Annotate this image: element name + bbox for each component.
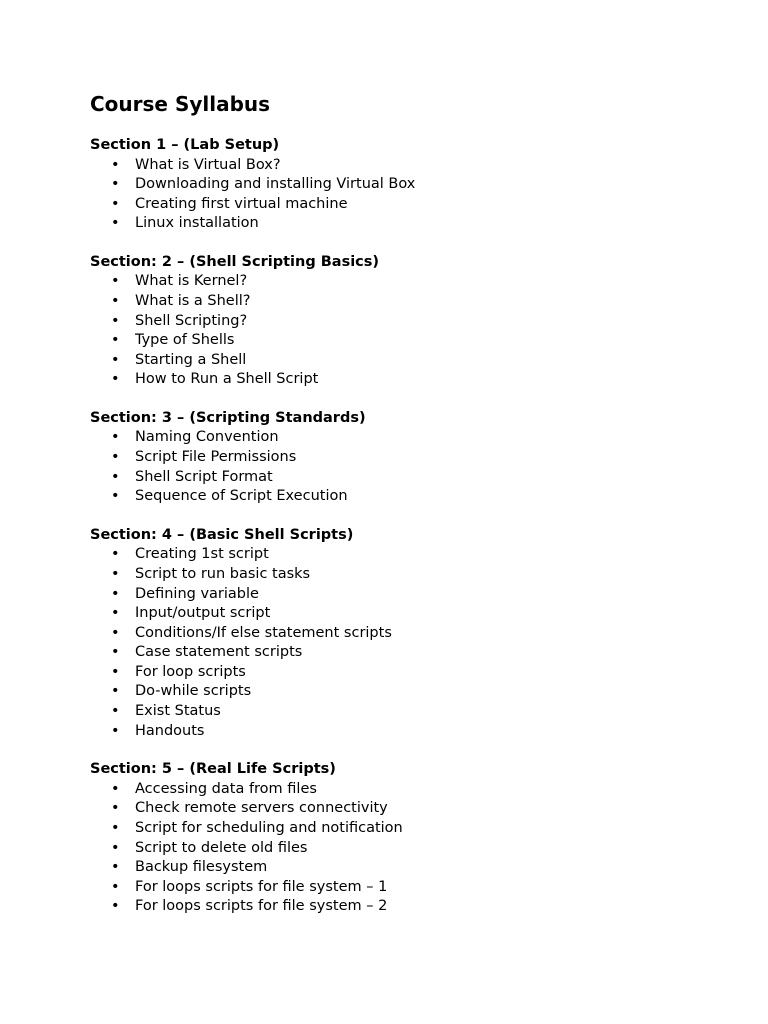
section-heading: Section: 2 – (Shell Scripting Basics) — [90, 253, 380, 270]
list-item-text: Conditions/If else statement scripts — [135, 624, 392, 641]
bullet-icon: • — [111, 292, 120, 309]
list-item-text: Script File Permissions — [135, 449, 297, 466]
bullet-icon: • — [111, 722, 120, 739]
list-item-text: How to Run a Shell Script — [135, 371, 319, 388]
bullet-icon: • — [111, 546, 120, 563]
list-item-text: What is a Shell? — [135, 292, 251, 309]
list-item — [90, 468, 730, 488]
list-item-text: Linux installation — [135, 215, 259, 232]
section-2 — [90, 253, 730, 390]
bullet-icon: • — [111, 429, 120, 446]
bullet-icon: • — [111, 565, 120, 582]
list-item-text: Defining variable — [135, 585, 259, 602]
section-item-list — [90, 428, 730, 506]
bullet-icon: • — [111, 800, 120, 817]
list-item — [90, 702, 730, 722]
list-item-text: Type of Shells — [135, 332, 235, 349]
bullet-icon: • — [111, 449, 120, 466]
list-item — [90, 428, 730, 448]
bullet-icon: • — [111, 351, 120, 368]
list-item — [90, 292, 730, 312]
list-item — [90, 799, 730, 819]
bullet-icon: • — [111, 624, 120, 641]
list-item-text: Exist Status — [135, 703, 221, 720]
list-item-text: For loops scripts for file system – 2 — [135, 898, 388, 915]
list-item-text: Sequence of Script Execution — [135, 488, 348, 505]
list-item — [90, 878, 730, 898]
bullet-icon: • — [111, 644, 120, 661]
list-item — [90, 545, 730, 565]
bullet-icon: • — [111, 371, 120, 388]
bullet-icon: • — [111, 605, 120, 622]
list-item — [90, 195, 730, 215]
list-item — [90, 585, 730, 605]
bullet-icon: • — [111, 839, 120, 856]
list-item — [90, 370, 730, 390]
list-item-text: What is Virtual Box? — [135, 156, 281, 173]
list-item-text: Creating 1st script — [135, 546, 269, 563]
list-item-text: Script for scheduling and notification — [135, 819, 403, 836]
list-item-text: For loops scripts for file system – 1 — [135, 878, 388, 895]
section-heading: Section: 3 – (Scripting Standards) — [90, 409, 366, 426]
list-item — [90, 448, 730, 468]
section-heading: Section: 5 – (Real Life Scripts) — [90, 761, 336, 778]
section-5 — [90, 760, 730, 917]
list-item — [90, 312, 730, 332]
list-item-text: Handouts — [135, 722, 205, 739]
list-item — [90, 175, 730, 195]
list-item — [90, 839, 730, 859]
bullet-icon: • — [111, 215, 120, 232]
list-item — [90, 565, 730, 585]
list-item — [90, 858, 730, 878]
bullet-icon: • — [111, 156, 120, 173]
list-item — [90, 663, 730, 683]
list-item — [90, 643, 730, 663]
list-item — [90, 780, 730, 800]
bullet-icon: • — [111, 819, 120, 836]
list-item-text: For loop scripts — [135, 663, 246, 680]
bullet-icon: • — [111, 273, 120, 290]
bullet-icon: • — [111, 898, 120, 915]
section-heading: Section 1 – (Lab Setup) — [90, 137, 280, 153]
section-item-list — [90, 545, 730, 741]
bullet-icon: • — [111, 683, 120, 700]
bullet-icon: • — [111, 585, 120, 602]
bullet-icon: • — [111, 878, 120, 895]
list-item-text: Downloading and installing Virtual Box — [135, 176, 416, 193]
list-item — [90, 487, 730, 507]
section-3 — [90, 409, 730, 507]
list-item-text: Accessing data from files — [135, 780, 317, 797]
list-item — [90, 682, 730, 702]
list-item-text: Starting a Shell — [135, 351, 247, 368]
list-item-text: Creating first virtual machine — [135, 195, 348, 212]
list-item — [90, 331, 730, 351]
section-heading: Section: 4 – (Basic Shell Scripts) — [90, 526, 354, 543]
bullet-icon: • — [111, 176, 120, 193]
bullet-icon: • — [111, 780, 120, 797]
list-item — [90, 351, 730, 371]
list-item-text: Script to run basic tasks — [135, 565, 311, 582]
bullet-icon: • — [111, 663, 120, 680]
document-title: Course Syllabus — [90, 92, 271, 116]
section-item-list — [90, 780, 730, 917]
list-item-text: Case statement scripts — [135, 644, 303, 661]
bullet-icon: • — [111, 468, 120, 485]
list-item-text: What is Kernel? — [135, 273, 248, 290]
section-item-list — [90, 156, 730, 234]
list-item-text: Check remote servers connectivity — [135, 800, 388, 817]
bullet-icon: • — [111, 488, 120, 505]
list-item — [90, 272, 730, 292]
list-item — [90, 156, 730, 176]
list-item — [90, 624, 730, 644]
list-item-text: Script to delete old files — [135, 839, 308, 856]
section-1 — [90, 136, 730, 234]
syllabus-page — [90, 92, 730, 936]
list-item-text: Backup filesystem — [135, 859, 268, 876]
list-item-text: Do-while scripts — [135, 683, 252, 700]
list-item — [90, 722, 730, 742]
list-item-text: Shell Scripting? — [135, 312, 248, 329]
list-item — [90, 897, 730, 917]
bullet-icon: • — [111, 859, 120, 876]
list-item — [90, 819, 730, 839]
list-item — [90, 604, 730, 624]
list-item-text: Input/output script — [135, 605, 271, 622]
bullet-icon: • — [111, 312, 120, 329]
list-item-text: Naming Convention — [135, 429, 279, 446]
list-item — [90, 214, 730, 234]
section-4 — [90, 526, 730, 741]
section-item-list — [90, 272, 730, 390]
bullet-icon: • — [111, 195, 120, 212]
bullet-icon: • — [111, 332, 120, 349]
list-item-text: Shell Script Format — [135, 468, 273, 485]
bullet-icon: • — [111, 703, 120, 720]
